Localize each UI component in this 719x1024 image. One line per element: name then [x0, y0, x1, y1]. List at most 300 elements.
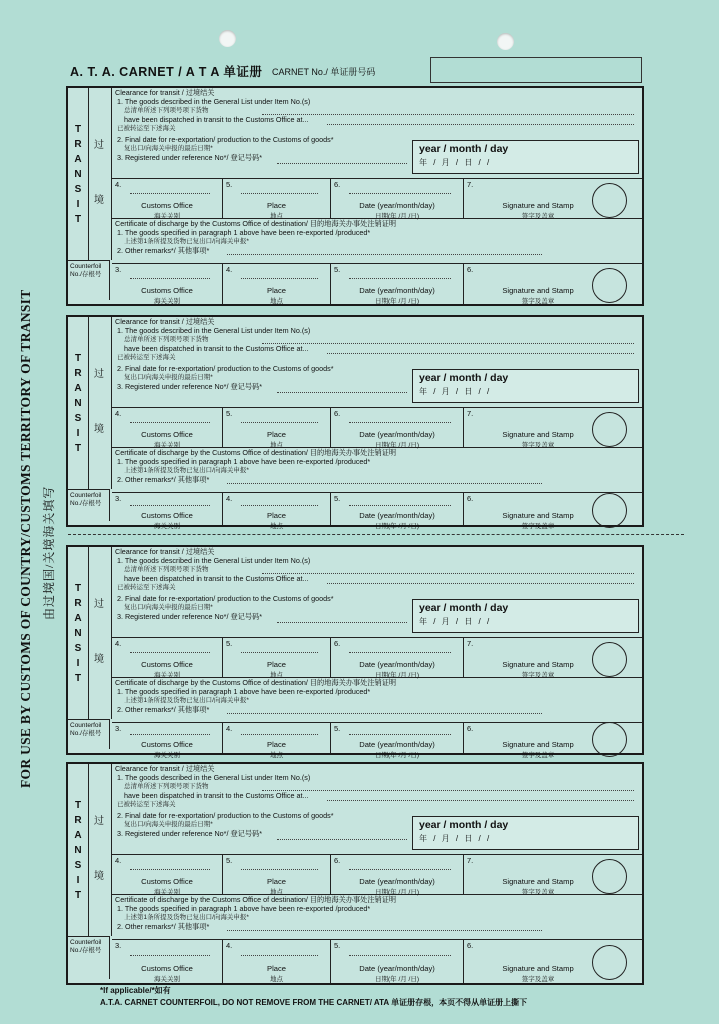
- clearance-line2: 2. Final date for re-exportation/ production to the Customs of goods*: [117, 135, 334, 144]
- transit-letter: S: [74, 412, 82, 424]
- discharge-heading: Certificate of discharge by the Customs Office of destination/ 目的地海关办事处注销证明: [115, 895, 397, 904]
- clearance-heading: Clearance for transit / 过境结关: [115, 547, 215, 556]
- clearance-line3: 3. Registered under reference No*/ 登记号码*: [117, 829, 263, 838]
- cell-entry-line: [241, 955, 318, 956]
- transit-vertical-label-cn: [89, 547, 112, 719]
- cell-entry-line: [130, 422, 210, 423]
- cell-entry-line: [349, 422, 451, 423]
- remarks-field[interactable]: [227, 713, 542, 714]
- cell-label: Signature and Stamp: [502, 201, 574, 210]
- cell-entry-line: [130, 278, 210, 279]
- cell-number: 7.: [467, 639, 474, 648]
- counterfoil-cells: [112, 722, 642, 759]
- cell-label-cn: 海关关别: [154, 976, 180, 983]
- customs-office-field[interactable]: [327, 124, 634, 125]
- cell-label-cn: 地点: [270, 672, 283, 679]
- cf-cell-1[interactable]: [112, 264, 223, 304]
- reference-field[interactable]: [277, 622, 407, 623]
- transit-letter: R: [74, 138, 82, 150]
- cell-label: Signature and Stamp: [502, 286, 574, 295]
- clearance-line2: 2. Final date for re-exportation/ production to the Customs of goods*: [117, 364, 334, 373]
- cf-cell-4[interactable]: [464, 264, 642, 304]
- cell-label-cn: 地点: [270, 442, 283, 449]
- clearance-line1b: have been dispatched in transit to the Customs Office at...: [124, 574, 309, 583]
- clearance-line1: 1. The goods described in the General List under Item No.(s): [117, 773, 311, 782]
- cf-cell-4[interactable]: [464, 940, 642, 983]
- transit-letter: S: [74, 642, 82, 654]
- clearance-cells: [112, 637, 642, 678]
- clearance-line1b-cn: 已被转运至下述海关: [117, 354, 176, 361]
- counterfoil-label-cn: 存根号: [81, 500, 102, 507]
- cell-label-cn: 海关关别: [154, 523, 180, 530]
- cell-label-cn: 日期(年 /月 /日): [374, 298, 420, 305]
- transit-letter: T: [74, 672, 82, 684]
- cell-entry-line: [349, 955, 451, 956]
- cell-number: 3.: [115, 724, 122, 733]
- clearance-line2-cn: 复出口/向海关申报的最后日期*: [124, 374, 213, 381]
- cell-entry-line: [241, 278, 318, 279]
- discharge-line1: 1. The goods specified in paragraph 1 above have been re-exported /produced*: [117, 228, 371, 237]
- transit-voucher-block: [66, 762, 644, 985]
- cell-label-cn: 签字及盖章: [521, 523, 555, 530]
- clearance-heading: Clearance for transit / 过境结关: [115, 88, 215, 97]
- reference-field[interactable]: [277, 163, 407, 164]
- date-box-subtitle: 年 / 月 / 日 / /: [419, 834, 492, 843]
- cell-number: 7.: [467, 180, 474, 189]
- cell-label-cn: 海关关别: [154, 752, 180, 759]
- cell-number: 5.: [226, 856, 233, 865]
- cell-label-cn: 签字及盖章: [521, 889, 555, 896]
- footer-warning: A.T.A. CARNET COUNTERFOIL, DO NOT REMOVE FROM THE CARNET/ ATA 单证册存根，本页不得从单证册上撕下: [100, 998, 528, 1007]
- clearance-heading: Clearance for transit / 过境结关: [115, 317, 215, 326]
- cell-number: 6.: [467, 724, 474, 733]
- cell-label: Signature and Stamp: [502, 740, 574, 749]
- transit-letter: R: [74, 597, 82, 609]
- cell-number: 4.: [115, 639, 122, 648]
- cell-label-cn: 海关关别: [154, 298, 180, 305]
- transit-voucher-block: [66, 86, 644, 306]
- cell-entry-line: [241, 869, 318, 870]
- cell-label: Signature and Stamp: [502, 660, 574, 669]
- discharge-heading: Certificate of discharge by the Customs Office of destination/ 目的地海关办事处注销证明: [115, 448, 397, 457]
- page-title: A. T. A. CARNET / A T A 单证册: [70, 65, 263, 79]
- top-cell-2[interactable]: [223, 179, 331, 219]
- date-box-title: year / month / day: [419, 602, 509, 614]
- cell-label-cn: 日期(年 /月 /日): [374, 672, 420, 679]
- transit-letter: T: [74, 123, 82, 135]
- cell-number: 5.: [226, 639, 233, 648]
- clearance-line1-cn: 总清单所述下列项号项下货物: [124, 107, 209, 114]
- clearance-section: [112, 317, 642, 407]
- cell-label: Customs Office: [141, 964, 193, 973]
- clearance-line2: 2. Final date for re-exportation/ production to the Customs of goods*: [117, 811, 334, 820]
- top-cell-2[interactable]: [223, 408, 331, 448]
- cell-number: 6.: [467, 494, 474, 503]
- top-cell-2[interactable]: [223, 638, 331, 678]
- cell-label: Place: [267, 964, 286, 973]
- transit-vertical-label-cn: [89, 317, 112, 489]
- top-cell-4[interactable]: [464, 408, 642, 448]
- discharge-section: [112, 447, 642, 490]
- cell-number: 6.: [334, 856, 341, 865]
- clearance-heading: Clearance for transit / 过境结关: [115, 764, 215, 773]
- cell-label: Signature and Stamp: [502, 964, 574, 973]
- cell-label: Place: [267, 286, 286, 295]
- cell-label-cn: 地点: [270, 523, 283, 530]
- cell-entry-line: [130, 652, 210, 653]
- top-cell-4[interactable]: [464, 638, 642, 678]
- transit-vertical-label: [68, 317, 89, 489]
- counterfoil-cells: [112, 492, 642, 530]
- transit-cn-char: 境: [94, 654, 104, 665]
- cell-label: Signature and Stamp: [502, 877, 574, 886]
- cell-label: Place: [267, 430, 286, 439]
- counterfoil-label-cn: 存根号: [81, 730, 102, 737]
- transit-letter: R: [74, 367, 82, 379]
- cell-label-cn: 日期(年 /月 /日): [374, 889, 420, 896]
- transit-cn-char: 过: [94, 369, 104, 380]
- transit-cn-char: 境: [94, 195, 104, 206]
- transit-letter: A: [74, 612, 82, 624]
- cell-entry-line: [130, 734, 210, 735]
- cell-entry-line: [130, 955, 210, 956]
- top-cell-1[interactable]: [112, 179, 223, 219]
- clearance-line1: 1. The goods described in the General List under Item No.(s): [117, 326, 311, 335]
- cell-entry-line: [241, 422, 318, 423]
- cell-entry-line: [130, 193, 210, 194]
- side-caption-en: FOR USE BY CUSTOMS OF COUNTRY/CUSTOMS TERRITORY OF TRANSIT: [18, 289, 33, 788]
- clearance-line1b-cn: 已被转运至下述海关: [117, 801, 176, 808]
- date-box-title: year / month / day: [419, 143, 509, 155]
- clearance-section: [112, 547, 642, 637]
- cell-entry-line: [241, 734, 318, 735]
- cell-label: Date (year/month/day): [359, 430, 435, 439]
- clearance-line1-cn: 总清单所述下列项号项下货物: [124, 336, 209, 343]
- side-caption-cn: 由过境国/关境海关填写: [42, 485, 56, 620]
- customs-office-field[interactable]: [327, 583, 634, 584]
- cell-entry-line: [241, 193, 318, 194]
- cell-label-cn: 海关关别: [154, 442, 180, 449]
- clearance-cells: [112, 854, 642, 895]
- clearance-line1b: have been dispatched in transit to the Customs Office at...: [124, 791, 309, 800]
- transit-letter: N: [74, 168, 82, 180]
- discharge-line2: 2. Other remarks*/ 其他事项*: [117, 246, 210, 255]
- transit-letter: S: [74, 183, 82, 195]
- clearance-line2-cn: 复出口/向海关申报的最后日期*: [124, 145, 213, 152]
- date-box[interactable]: [412, 369, 639, 403]
- discharge-line1: 1. The goods specified in paragraph 1 above have been re-exported /produced*: [117, 904, 371, 913]
- cell-number: 6.: [334, 639, 341, 648]
- counterfoil-label: [68, 489, 110, 521]
- cell-label-cn: 日期(年 /月 /日): [374, 213, 420, 220]
- cell-entry-line: [349, 278, 451, 279]
- date-box[interactable]: [412, 599, 639, 633]
- transit-cn-char: 过: [94, 140, 104, 151]
- cell-label: Signature and Stamp: [502, 511, 574, 520]
- counterfoil-cells: [112, 263, 642, 304]
- clearance-cells: [112, 178, 642, 219]
- reference-field[interactable]: [277, 392, 407, 393]
- cf-cell-1[interactable]: [112, 723, 223, 759]
- transit-vertical-label-cn: [89, 88, 112, 260]
- footnote: *If applicable/*如有: [100, 986, 171, 995]
- cell-entry-line: [241, 505, 318, 506]
- remarks-field[interactable]: [227, 483, 542, 484]
- top-cell-4[interactable]: [464, 855, 642, 895]
- cell-number: 5.: [226, 409, 233, 418]
- date-box-title: year / month / day: [419, 372, 509, 384]
- counterfoil-label-en: Counterfoil No./: [70, 263, 102, 278]
- cell-number: 4.: [226, 265, 233, 274]
- transit-letter: A: [74, 153, 82, 165]
- date-box[interactable]: [412, 140, 639, 174]
- cell-number: 4.: [226, 941, 233, 950]
- top-cell-1[interactable]: [112, 408, 223, 448]
- cell-label: Customs Office: [141, 877, 193, 886]
- cell-label: Date (year/month/day): [359, 286, 435, 295]
- cell-number: 6.: [467, 265, 474, 274]
- top-cell-4[interactable]: [464, 179, 642, 219]
- counterfoil-label-en: Counterfoil No./: [70, 492, 102, 507]
- items-field[interactable]: [262, 114, 634, 115]
- clearance-line3: 3. Registered under reference No*/ 登记号码*: [117, 612, 263, 621]
- cell-label-cn: 日期(年 /月 /日): [374, 523, 420, 530]
- cell-label: Customs Office: [141, 430, 193, 439]
- transit-letter: T: [74, 442, 82, 454]
- clearance-line3: 3. Registered under reference No*/ 登记号码*: [117, 153, 263, 162]
- date-box-subtitle: 年 / 月 / 日 / /: [419, 158, 492, 167]
- transit-cn-char: 境: [94, 871, 104, 882]
- transit-letter: N: [74, 844, 82, 856]
- clearance-line2-cn: 复出口/向海关申报的最后日期*: [124, 604, 213, 611]
- cell-label: Date (year/month/day): [359, 877, 435, 886]
- date-box[interactable]: [412, 816, 639, 850]
- cell-entry-line: [349, 734, 451, 735]
- transit-letter: R: [74, 814, 82, 826]
- transit-cn-char: 过: [94, 599, 104, 610]
- transit-voucher-block: [66, 315, 644, 530]
- counterfoil-label-cn: 存根号: [81, 947, 102, 954]
- cell-entry-line: [241, 652, 318, 653]
- cell-label: Customs Office: [141, 660, 193, 669]
- punch-hole: [497, 33, 514, 50]
- counterfoil-label-en: Counterfoil No./: [70, 939, 102, 954]
- date-box-subtitle: 年 / 月 / 日 / /: [419, 617, 492, 626]
- clearance-line1: 1. The goods described in the General List under Item No.(s): [117, 556, 311, 565]
- transit-letter: S: [74, 859, 82, 871]
- date-box-subtitle: 年 / 月 / 日 / /: [419, 387, 492, 396]
- cell-number: 5.: [226, 180, 233, 189]
- clearance-section: [112, 88, 642, 178]
- transit-vertical-label: [68, 88, 89, 260]
- cell-label-cn: 签字及盖章: [521, 976, 555, 983]
- discharge-heading: Certificate of discharge by the Customs Office of destination/ 目的地海关办事处注销证明: [115, 219, 397, 228]
- transit-letter: T: [74, 889, 82, 901]
- clearance-line2-cn: 复出口/向海关申报的最后日期*: [124, 821, 213, 828]
- counterfoil-label-cn: 存根号: [81, 271, 102, 278]
- transit-letter: T: [74, 352, 82, 364]
- transit-cn-char: 过: [94, 816, 104, 827]
- discharge-line1-cn: 上述第1条所提及货物已复出口/向海关申报*: [124, 238, 249, 245]
- cell-number: 4.: [115, 180, 122, 189]
- cell-label: Date (year/month/day): [359, 511, 435, 520]
- cell-label: Customs Office: [141, 740, 193, 749]
- discharge-section: [112, 677, 642, 720]
- cf-cell-1[interactable]: [112, 940, 223, 983]
- cell-number: 5.: [334, 724, 341, 733]
- clearance-line2: 2. Final date for re-exportation/ production to the Customs of goods*: [117, 594, 334, 603]
- cell-label-cn: 日期(年 /月 /日): [374, 442, 420, 449]
- carnet-number-label: CARNET No./ 单证册号码: [272, 67, 376, 77]
- cf-cell-2[interactable]: [223, 940, 331, 983]
- cell-label: Place: [267, 877, 286, 886]
- transit-letter: A: [74, 829, 82, 841]
- cell-label-cn: 签字及盖章: [521, 213, 555, 220]
- discharge-line2: 2. Other remarks*/ 其他事项*: [117, 475, 210, 484]
- clearance-cells: [112, 407, 642, 448]
- cell-label-cn: 海关关别: [154, 889, 180, 896]
- transit-cn-char: 境: [94, 424, 104, 435]
- cell-number: 4.: [226, 724, 233, 733]
- cell-number: 7.: [467, 409, 474, 418]
- cell-label-cn: 地点: [270, 213, 283, 220]
- clearance-line3: 3. Registered under reference No*/ 登记号码*: [117, 382, 263, 391]
- cell-entry-line: [349, 869, 451, 870]
- cf-cell-4[interactable]: [464, 723, 642, 759]
- counterfoil-label: [68, 719, 110, 749]
- cell-label-cn: 签字及盖章: [521, 442, 555, 449]
- cell-number: 5.: [334, 494, 341, 503]
- punch-hole: [219, 30, 236, 47]
- clearance-line1b-cn: 已被转运至下述海关: [117, 584, 176, 591]
- clearance-line1b-cn: 已被转运至下述海关: [117, 125, 176, 132]
- remarks-field[interactable]: [227, 254, 542, 255]
- top-cell-1[interactable]: [112, 638, 223, 678]
- transit-vertical-label-cn: [89, 764, 112, 936]
- cell-label-cn: 地点: [270, 976, 283, 983]
- cell-number: 6.: [334, 180, 341, 189]
- transit-vertical-label: [68, 764, 89, 936]
- cell-label: Signature and Stamp: [502, 430, 574, 439]
- items-field[interactable]: [262, 573, 634, 574]
- cut-line: [68, 534, 684, 535]
- transit-letter: T: [74, 799, 82, 811]
- cell-number: 4.: [226, 494, 233, 503]
- transit-letter: T: [74, 582, 82, 594]
- transit-voucher-block: [66, 545, 644, 759]
- cell-label: Date (year/month/day): [359, 660, 435, 669]
- cell-number: 4.: [115, 409, 122, 418]
- clearance-line1: 1. The goods described in the General List under Item No.(s): [117, 97, 311, 106]
- clearance-line1b: have been dispatched in transit to the Customs Office at...: [124, 344, 309, 353]
- cell-label: Place: [267, 740, 286, 749]
- discharge-line1: 1. The goods specified in paragraph 1 above have been re-exported /produced*: [117, 457, 371, 466]
- transit-letter: I: [76, 657, 80, 669]
- top-cell-2[interactable]: [223, 855, 331, 895]
- cell-label: Place: [267, 511, 286, 520]
- cell-number: 4.: [115, 856, 122, 865]
- cf-cell-1[interactable]: [112, 493, 223, 530]
- discharge-line2: 2. Other remarks*/ 其他事项*: [117, 922, 210, 931]
- discharge-heading: Certificate of discharge by the Customs Office of destination/ 目的地海关办事处注销证明: [115, 678, 397, 687]
- cell-label-cn: 海关关别: [154, 672, 180, 679]
- items-field[interactable]: [262, 343, 634, 344]
- counterfoil-label: [68, 936, 110, 979]
- cell-label-cn: 海关关别: [154, 213, 180, 220]
- cell-label: Place: [267, 201, 286, 210]
- counterfoil-label: [68, 260, 110, 300]
- cell-label-cn: 签字及盖章: [521, 672, 555, 679]
- cell-number: 5.: [334, 941, 341, 950]
- remarks-field[interactable]: [227, 930, 542, 931]
- reference-field[interactable]: [277, 839, 407, 840]
- discharge-line1-cn: 上述第1条所提及货物已复出口/向海关申报*: [124, 467, 249, 474]
- transit-letter: N: [74, 627, 82, 639]
- cell-number: 6.: [334, 409, 341, 418]
- cell-entry-line: [130, 869, 210, 870]
- cell-label: Customs Office: [141, 286, 193, 295]
- cell-entry-line: [349, 193, 451, 194]
- items-field[interactable]: [262, 790, 634, 791]
- cell-label-cn: 日期(年 /月 /日): [374, 976, 420, 983]
- discharge-line1-cn: 上述第1条所提及货物已复出口/向海关申报*: [124, 914, 249, 921]
- discharge-line2: 2. Other remarks*/ 其他事项*: [117, 705, 210, 714]
- top-cell-1[interactable]: [112, 855, 223, 895]
- date-box-title: year / month / day: [419, 819, 509, 831]
- cell-entry-line: [349, 652, 451, 653]
- cf-cell-4[interactable]: [464, 493, 642, 530]
- discharge-section: [112, 894, 642, 937]
- cell-label: Date (year/month/day): [359, 201, 435, 210]
- cell-label-cn: 地点: [270, 752, 283, 759]
- clearance-section: [112, 764, 642, 854]
- clearance-line1-cn: 总清单所述下列项号项下货物: [124, 783, 209, 790]
- cell-number: 3.: [115, 494, 122, 503]
- cell-number: 6.: [467, 941, 474, 950]
- clearance-line1-cn: 总清单所述下列项号项下货物: [124, 566, 209, 573]
- transit-vertical-label: [68, 547, 89, 719]
- customs-office-field[interactable]: [327, 800, 634, 801]
- cf-cell-2[interactable]: [223, 264, 331, 304]
- cell-number: 3.: [115, 265, 122, 274]
- cell-entry-line: [349, 505, 451, 506]
- cell-label-cn: 地点: [270, 889, 283, 896]
- counterfoil-cells: [112, 939, 642, 983]
- cell-number: 5.: [334, 265, 341, 274]
- transit-letter: N: [74, 397, 82, 409]
- cell-entry-line: [130, 505, 210, 506]
- transit-letter: A: [74, 382, 82, 394]
- cf-cell-2[interactable]: [223, 723, 331, 759]
- cf-cell-2[interactable]: [223, 493, 331, 530]
- discharge-line1-cn: 上述第1条所提及货物已复出口/向海关申报*: [124, 697, 249, 704]
- customs-office-field[interactable]: [327, 353, 634, 354]
- transit-letter: I: [76, 874, 80, 886]
- carnet-number-field[interactable]: [430, 57, 642, 83]
- cell-label-cn: 签字及盖章: [521, 298, 555, 305]
- transit-letter: T: [74, 213, 82, 225]
- cell-label: Date (year/month/day): [359, 964, 435, 973]
- transit-letter: I: [76, 427, 80, 439]
- cell-label-cn: 地点: [270, 298, 283, 305]
- cell-number: 3.: [115, 941, 122, 950]
- clearance-line1b: have been dispatched in transit to the Customs Office at...: [124, 115, 309, 124]
- discharge-line1: 1. The goods specified in paragraph 1 above have been re-exported /produced*: [117, 687, 371, 696]
- cell-label: Customs Office: [141, 511, 193, 520]
- counterfoil-label-en: Counterfoil No./: [70, 722, 102, 737]
- cell-label: Customs Office: [141, 201, 193, 210]
- cell-number: 7.: [467, 856, 474, 865]
